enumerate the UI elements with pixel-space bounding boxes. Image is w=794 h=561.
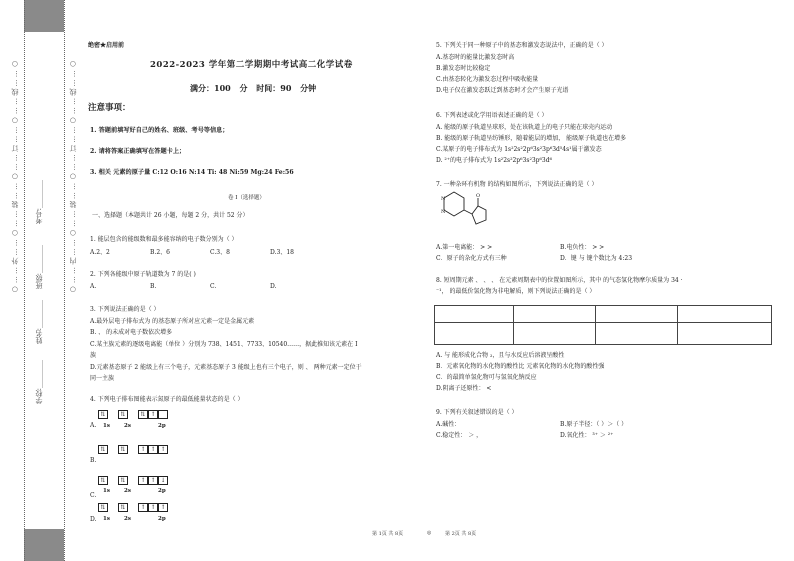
gutter-school: 学校:________ <box>35 360 43 405</box>
exam-score-time: 满分：100 分 时间：90 分钟 <box>190 83 317 93</box>
gutter-id: 考号:________ <box>35 180 43 225</box>
q4-d-2s: 2s <box>124 516 131 522</box>
q2-option-c: C. <box>210 283 217 290</box>
section-heading: 卷 I（选择题） <box>228 195 265 201</box>
q5-option-c: C.由基态转化为激发态过程中吸收能量 <box>436 76 539 83</box>
q8-option-c: C．的最简单氢化物可与氢氧化钠反应 <box>436 374 537 381</box>
svg-text:O: O <box>476 193 481 199</box>
question-5: 5. 下列关于同一种原子中的基态和激发态说法中，正确的是（ ） <box>436 42 608 49</box>
q1-option-c: C.3、8 <box>210 249 230 256</box>
q4-option-d-diagram: ⇅ ⇅ ↑ ↑ ↑ <box>98 503 168 512</box>
q2-option-d: D. <box>270 283 277 290</box>
gutter-line-inner <box>64 0 65 561</box>
q4-c-2s: 2s <box>124 488 131 494</box>
section-description: 一、选择题（本题共计 26 小题，每题 2 分，共计 52 分） <box>92 212 249 219</box>
gutter-inner-text: ○ … … 内 … … ○ … … 装 … … ○ … … 订 … … ○ … … 线 … … ○ <box>69 60 77 294</box>
q3-option-a: A.最外层电子排布式为 的基态原子所对应元素一定是金属元素 <box>90 318 255 325</box>
notice-item-1: 1. 答题前填写好自己的姓名、班级、考号等信息； <box>90 127 229 134</box>
q1-option-b: B.2、6 <box>150 249 170 256</box>
q7-option-a: A.第一电离能： > > <box>436 244 493 251</box>
q4-c-2p: 2p <box>158 488 166 494</box>
gutter-line-outer <box>24 0 25 561</box>
question-8: 8. 短周期元素 、 、 、 在元素周期表中的位置如图所示，其中 的气态氢化物摩尔质量为 34 · <box>436 277 683 284</box>
q1-option-a: A.2、2 <box>90 249 110 256</box>
q4-a-1s: 1s <box>103 423 110 429</box>
q4-option-c-label: C. <box>90 492 97 499</box>
q6-option-c: C.某原子的电子排布式为 1s²2s²2p⁶3s²3p⁶3d⁵4s¹属于激发态 <box>436 146 602 153</box>
q7-option-d: D．键 与 键个数比为 4:23 <box>560 255 633 262</box>
q3-option-d-cont: 同一主族 <box>90 375 115 382</box>
q4-option-c-diagram: ⇅ ⇅ ↑ ↑ ↓ <box>98 476 168 485</box>
q3-option-b: B. 、 的未成对电子数依次增多 <box>90 329 173 336</box>
q4-a-2p: 2p <box>158 423 166 429</box>
q4-c-1s: 1s <box>103 488 110 494</box>
q9-option-b: B.原子半径：（ ）＞（ ） <box>560 421 628 428</box>
svg-text:N: N <box>441 196 446 202</box>
gutter-outer-text: ○ … … 外 … … ○ … … 装 … … ○ … … 订 … … ○ … … 线 … … ○ <box>11 60 19 294</box>
notice-item-2: 2. 请将答案正确填写在答题卡上； <box>90 148 186 155</box>
notice-item-3: 3. 相关 元素的原子量 C:12 O:16 N:14 Ti: 48 Ni:59 Mg:24 Fe:56 <box>90 169 294 176</box>
notice-heading: 注意事项： <box>88 103 131 113</box>
q5-option-d: D.电子仅在激发态跃迁到基态时才会产生原子光谱 <box>436 87 569 94</box>
question-9: 9. 下列有关叙述错误的是（ ） <box>436 409 518 416</box>
q6-option-d: D. ²⁺的电子排布式为 1s²2s²2p⁶3s²3p⁶3d⁶ <box>436 157 552 164</box>
svg-text:N: N <box>441 209 446 215</box>
q3-option-d: D.元素基态原子 2 能级上有三个电子，元素基态原子 3 能级上也有三个电子，则 、 两种元素一定位于 <box>90 364 362 371</box>
q2-option-b: B. <box>150 283 157 290</box>
molecule-structure <box>436 190 496 236</box>
q4-option-a-label: A. <box>90 422 97 429</box>
q9-option-d: D.氧化性： ³⁺ ＞ ²⁺ <box>560 432 614 439</box>
question-8-cont: ⁻¹， 的最低价氢化物为非电解质，则下列说法正确的是（ ） <box>436 288 596 295</box>
question-1: 1. 能层包含的能级数和最多能容纳的电子数分别为（ ） <box>90 236 238 243</box>
q4-option-a-diagram: ⇅ ⇅ ⇅ ↑ <box>98 410 168 419</box>
gutter-bottom-block <box>24 529 64 561</box>
q8-option-b: B．元素氧化物的水化物的酸性比 元素氧化物的水化物的酸性强 <box>436 363 605 370</box>
question-7: 7. 一种杂环有机物 的结构如图所示，下列说法正确的是（ ） <box>436 181 598 188</box>
question-2: 2. 下列各能级中原子轨道数为 7 的是( ) <box>90 271 196 278</box>
page-number-left: 第 1页 共 8页 <box>372 531 404 537</box>
question-3: 3. 下列说法正确的是（ ） <box>90 306 160 313</box>
q3-option-c-cont: 族 <box>90 352 97 359</box>
q1-option-d: D.3、18 <box>270 249 294 256</box>
secret-mark: 绝密★启用前 <box>88 42 125 49</box>
q4-d-1s: 1s <box>103 516 110 522</box>
q5-option-b: B.激发态时比较稳定 <box>436 65 491 72</box>
q6-option-a: A. 能级的原子轨道呈球形，处在该轨道上的电子只能在球壳内运动 <box>436 124 613 131</box>
q5-option-a: A.基态时的能量比激发态时高 <box>436 54 515 61</box>
periodic-table-fragment <box>434 305 772 345</box>
q3-option-c: C.某主族元素的逐级电离能（单位 ）分别为 738、1451、7733、10540……，据此推知该元素在 I <box>90 341 358 348</box>
q6-option-b: B. 能级的原子轨道呈纺锤形，随着能层的增加， 能级原子轨道也在增多 <box>436 135 627 142</box>
q7-option-b: B.电负性： > > <box>560 244 605 251</box>
footer-dot: ◎ <box>427 530 432 536</box>
q2-option-a: A. <box>90 283 97 290</box>
q7-option-c: C．原子的杂化方式有三种 <box>436 255 507 262</box>
gutter-name: 姓名:________ <box>35 300 43 345</box>
q4-option-d-label: D. <box>90 516 97 523</box>
exam-title: 2022-2023 学年第二学期期中考试高二化学试卷 <box>150 60 353 70</box>
q4-option-b-diagram: ⇅ ⇅ ↑ ↑ ↑ <box>98 445 168 454</box>
q9-option-a: A.碱性： <box>436 421 461 428</box>
q8-option-d: D.阴离子还原性： < <box>436 385 492 392</box>
question-6: 6. 下列表述或化学用语表述正确的是（ ） <box>436 112 548 119</box>
question-4: 4. 下列电子排布图能表示氮原子的最低能量状态的是（ ） <box>90 396 244 403</box>
page-number-right: 第 2页 共 8页 <box>445 531 477 537</box>
q8-option-a: A. 与 能形成化合物 ₂，且与水反应后溶液呈酸性 <box>436 352 565 359</box>
q4-d-2p: 2p <box>158 516 166 522</box>
q9-option-c: C.稳定性： ＞ ， <box>436 432 483 439</box>
q4-a-2s: 2s <box>124 423 131 429</box>
q4-option-b-label: B. <box>90 457 97 464</box>
gutter-top-block <box>24 0 64 32</box>
gutter-class: 班级:________ <box>35 245 43 290</box>
